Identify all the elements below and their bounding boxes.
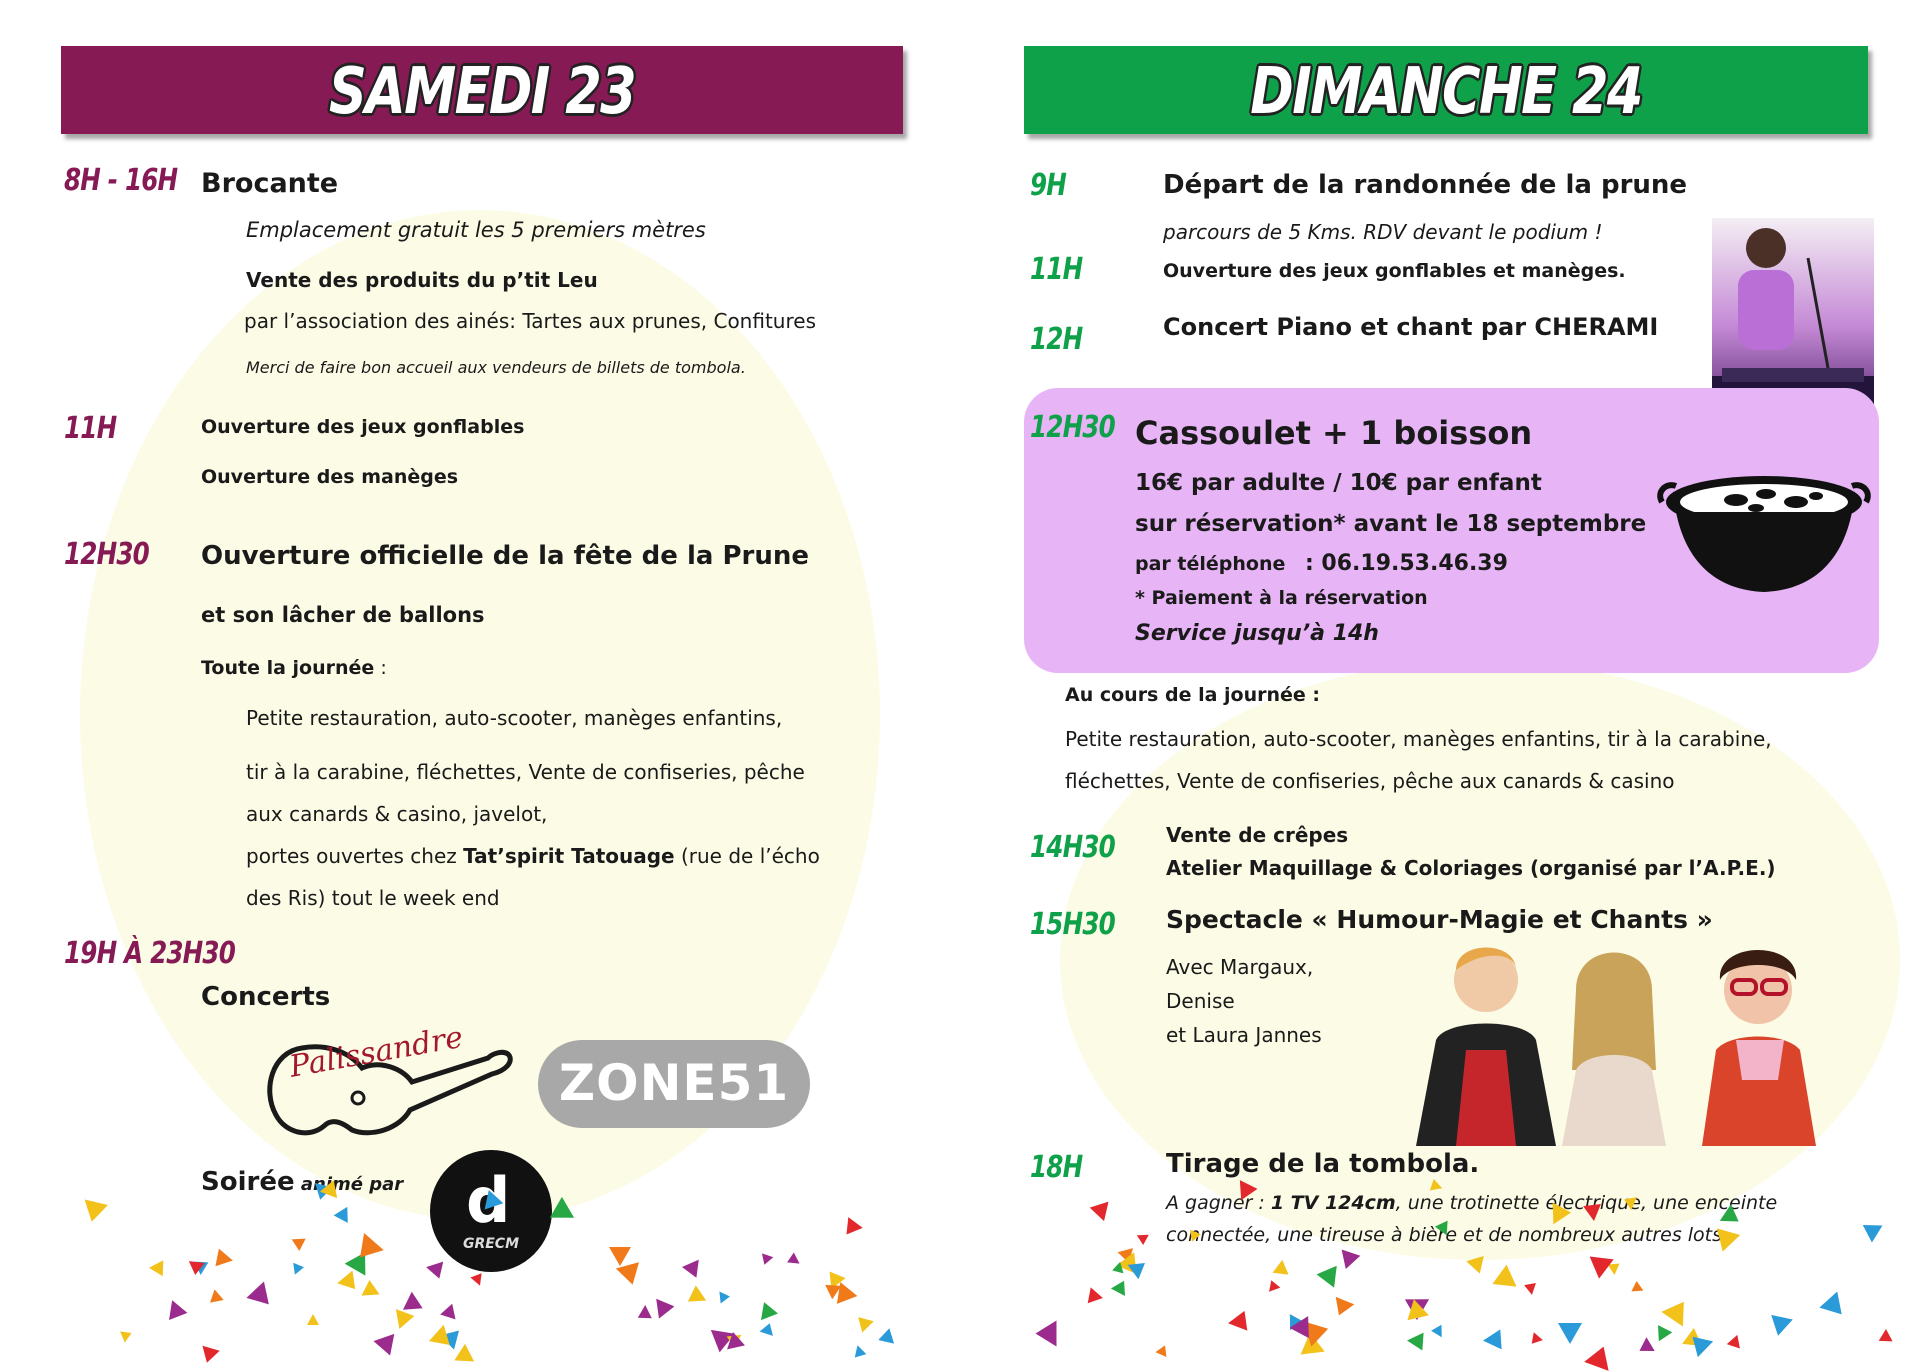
confetti-piece [1137,1235,1149,1245]
confetti-piece [837,1282,859,1307]
confetti-piece [1342,1246,1363,1269]
confetti-piece [396,1306,416,1329]
confetti-piece [1290,1316,1310,1339]
confetti-piece [1661,1294,1694,1326]
confetti-piece [703,1320,734,1352]
confetti-piece [429,1325,457,1353]
confetti-piece [1876,1329,1893,1347]
confetti-piece [1270,1260,1289,1280]
confetti-piece [1088,1198,1109,1221]
confetti-piece [1156,1343,1171,1357]
sunday-spectacle-line2: Denise [1166,989,1235,1013]
palissandre-logo [262,1019,524,1140]
sunday-journee-line1: Petite restauration, auto-scooter, manèges enfantins, tir à la carabine, [1065,727,1772,751]
confetti-piece [1118,1248,1137,1265]
confetti-piece [719,1290,730,1303]
zone51-logo [538,1040,810,1128]
sunday-rando-sub: parcours de 5 Kms. RDV devant le podium ! [1163,220,1603,244]
sunday-rando-title: Départ de la randonnée de la prune [1163,170,1688,200]
sunday-cassoulet-phone-label: par téléphone [1135,553,1286,575]
saturday-journee-line4 [246,844,820,868]
confetti-piece [215,1249,234,1270]
saturday-tatouage-name: Tat’spirit Tatouage [463,844,675,868]
confetti-piece [1858,1216,1883,1242]
zone51-logo-text: ZONE51 [558,1054,790,1112]
confetti-piece [1266,1279,1281,1293]
confetti-piece [1558,1323,1582,1344]
confetti-piece [1405,1289,1435,1320]
sunday-cassoulet-resa: sur réservation* avant le 18 septembre [1135,511,1647,537]
saturday-concerts-title: Concerts [201,982,331,1012]
confetti-piece [293,1261,305,1274]
pianist-icon [1712,218,1874,414]
sunday-cassoulet-title: Cassoulet + 1 boisson [1135,414,1533,452]
confetti-piece [426,1262,448,1282]
confetti-piece [1315,1263,1337,1287]
confetti-piece [344,1246,375,1275]
saturday-soiree-label: Soirée [201,1167,295,1197]
confetti-piece [1608,1263,1621,1275]
confetti-piece [852,1343,867,1357]
confetti-piece [1111,1262,1124,1276]
confetti-piece [1682,1327,1704,1346]
saturday-brocante-title: Brocante [201,168,339,199]
saturday-brocante-line3: par l’association des ainés: Tartes aux prunes, Confitures [244,309,816,333]
confetti-piece [1819,1292,1850,1323]
sunday-tombola-line2: connectée, une tireuse à bière et de nombreux autres lots [1166,1224,1723,1246]
sunday-crepes-time: 14H30 [1030,830,1115,865]
confetti-piece [1492,1264,1523,1296]
confetti-piece [210,1289,226,1306]
sunday-spectacle-time: 15H30 [1030,907,1115,942]
sunday-spectacle-line1: Avec Margaux, [1166,955,1314,979]
sunday-crepes-line2: Atelier Maquillage & Coloriages (organisé par l’A.P.E.) [1166,856,1776,880]
confetti-piece [1482,1330,1501,1351]
saturday-journee-line4-start: portes ouvertes chez [246,844,464,868]
saturday-brocante-line4: Merci de faire bon accueil aux vendeurs de billets de tombola. [246,358,746,377]
performers-icon [1386,940,1832,1146]
saturday-brocante-line1: Emplacement gratuit les 5 premiers mètres [246,218,706,242]
confetti-piece [1527,1333,1543,1348]
cassoulet-pot-icon [1656,472,1872,600]
confetti-piece [656,1296,676,1318]
confetti-piece [1305,1316,1332,1347]
confetti-piece [1431,1325,1447,1341]
confetti-piece [825,1279,845,1300]
confetti-piece [169,1300,189,1322]
confetti-piece [682,1254,706,1278]
confetti-piece [350,1233,383,1266]
confetti-piece [1635,1338,1654,1358]
sunday-tombola-time: 18H [1030,1150,1083,1185]
sunday-rando-time: 9H [1030,168,1067,203]
confetti-piece [1768,1315,1793,1338]
sunday-jeux-time: 11H [1030,252,1083,287]
sunday-tombola-line1 [1166,1192,1777,1214]
sunday-tombola-tv: 1 TV 124cm [1270,1192,1396,1214]
performers-photo [1386,940,1832,1146]
confetti-piece [1630,1281,1643,1292]
confetti-piece [1035,1321,1056,1347]
confetti-piece [1111,1277,1131,1296]
confetti-piece [292,1238,307,1251]
sunday-tombola-line1-start: A gagner : [1166,1192,1271,1214]
saturday-journee-colon: : [374,657,387,679]
confetti-piece [1117,1252,1146,1280]
confetti-piece [120,1327,134,1342]
confetti-piece [80,1199,108,1224]
saturday-header-band [61,46,903,134]
sunday-heading: DIMANCHE 24 [1250,55,1642,129]
confetti-piece [1403,1297,1429,1320]
confetti-piece [374,1334,401,1359]
dj-logo-mark: d [466,1164,511,1237]
sunday-cassoulet-phone-line [1135,551,1508,576]
saturday-ouverture-line1: Ouverture officielle de la fête de la Prune [201,541,809,571]
saturday-heading: SAMEDI 23 [328,55,636,129]
saturday-concerts-time: 19H À 23H30 [64,936,236,971]
saturday-journee-line3: aux canards & casino, javelot, [246,802,548,826]
confetti-piece [1524,1283,1538,1296]
saturday-journee-line2: tir à la carabine, fléchettes, Vente de confiseries, pêche [246,760,805,784]
sunday-cassoulet-phone: : 06.19.53.46.39 [1304,551,1508,576]
sunday-concert-title: Concert Piano et chant par CHERAMI [1163,313,1659,341]
sunday-cassoulet-time: 12H30 [1030,410,1115,445]
confetti-piece [688,1285,710,1308]
sunday-tombola-title: Tirage de la tombola. [1166,1149,1480,1179]
confetti-piece [760,1321,777,1336]
saturday-brocante-line2: Vente des produits du p’tit Leu [246,268,598,292]
sunday-concert-time: 12H [1030,322,1083,357]
confetti-piece [440,1324,466,1350]
confetti-piece [148,1260,163,1276]
confetti-piece [247,1281,278,1312]
confetti-piece [470,1274,485,1289]
confetti-piece [858,1314,876,1333]
saturday-journee-line1: Petite restauration, auto-scooter, manèges enfantins, [246,706,783,730]
confetti-piece [727,1329,746,1348]
saturday-jeux-line2: Ouverture des manèges [201,466,459,488]
confetti-piece [822,1266,845,1289]
confetti-piece [1652,1325,1673,1345]
palissandre-logo-text: Palissandre [286,1019,466,1085]
confetti-piece [1290,1314,1304,1330]
confetti-piece [1589,1248,1618,1278]
confetti-piece [759,1253,774,1266]
saturday-brocante-time: 8H - 16H [64,163,178,198]
confetti-piece [840,1217,863,1240]
confetti-piece [609,1247,631,1266]
sunday-spectacle-title: Spectacle « Humour-Magie et Chants » [1166,905,1713,934]
dj-logo-text: GRECM [462,1236,520,1252]
confetti-piece [1083,1285,1103,1303]
sunday-jeux-title: Ouverture des jeux gonflables et manèges. [1163,260,1626,282]
confetti-piece [438,1303,455,1322]
saturday-journee-line4-end: (rue de l’écho [674,844,820,868]
saturday-jeux-time: 11H [64,411,117,446]
sunday-crepes-line1: Vente de crêpes [1166,823,1349,847]
confetti-piece [198,1345,219,1364]
saturday-ouverture-line2: et son lâcher de ballons [201,603,485,627]
confetti-piece [1226,1310,1247,1332]
sunday-cassoulet-service: Service jusqu’à 14h [1135,621,1379,646]
confetti-piece [337,1270,363,1295]
confetti-piece [616,1262,644,1288]
confetti-piece [1407,1332,1424,1351]
saturday-soiree-sub: animé par [294,1174,404,1195]
confetti-piece [721,1331,745,1355]
confetti-piece [638,1305,652,1318]
sunday-spectacle-line3: et Laura Jannes [1166,1023,1322,1047]
confetti-piece [1330,1296,1355,1318]
confetti-piece [360,1279,379,1295]
sunday-cassoulet-price: 16€ par adulte / 10€ par enfant [1135,470,1542,496]
saturday-journee-heading [201,657,387,679]
sunday-journee-line2: fléchettes, Vente de confiseries, pêche aux canards & casino [1065,769,1675,793]
confetti-piece [403,1292,427,1317]
sunday-tombola-line1-end: , une trotinette électrique, une enceinte [1395,1192,1778,1214]
confetti-piece [876,1328,894,1347]
pianist-photo [1712,218,1874,414]
confetti-piece [333,1203,354,1223]
confetti-piece [1300,1332,1329,1362]
confetti-piece [1727,1335,1745,1353]
sunday-cassoulet-payment: * Paiement à la réservation [1135,587,1428,609]
confetti-piece [754,1302,778,1326]
dj-logo [430,1150,552,1272]
saturday-soiree-line [201,1167,403,1197]
saturday-jeux-line1: Ouverture des jeux gonflables [201,416,525,438]
confetti-piece [187,1261,204,1276]
confetti-piece [307,1314,319,1325]
confetti-piece [193,1262,208,1276]
saturday-ouverture-time: 12H30 [64,537,149,572]
saturday-journee-label: Toute la journée [201,657,375,679]
sunday-header-band [1024,46,1868,134]
saturday-journee-line5: des Ris) tout le week end [246,886,500,910]
sunday-journee-label: Au cours de la journée : [1065,684,1321,706]
confetti-piece [1128,1256,1151,1279]
confetti-piece [1685,1329,1713,1357]
confetti-piece [787,1252,803,1268]
